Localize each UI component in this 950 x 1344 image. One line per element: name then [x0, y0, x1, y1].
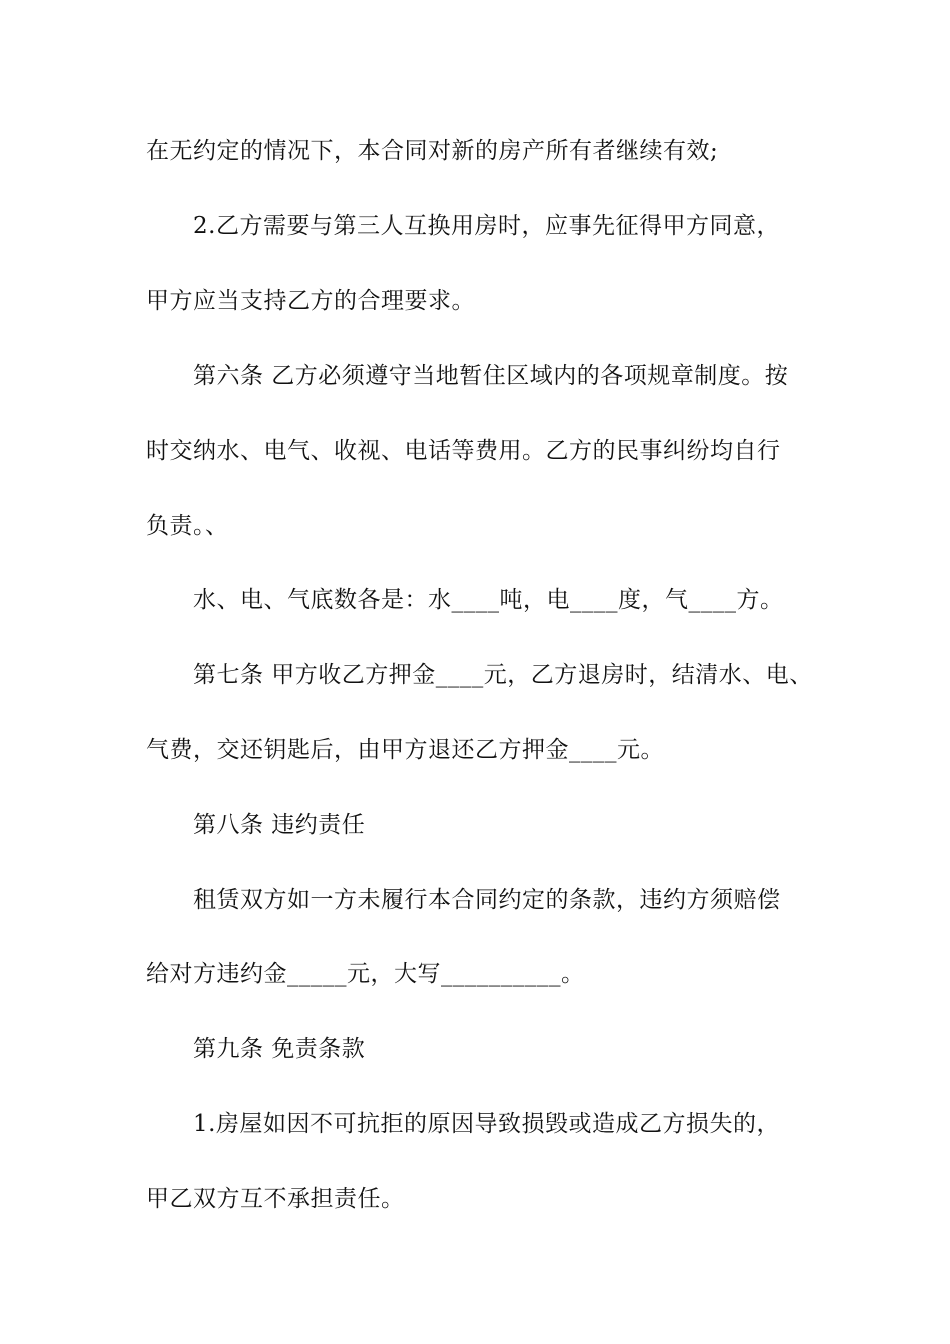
paragraph-line: 在无约定的情况下，本合同对新的房产所有者继续有效;: [146, 138, 719, 164]
article-8-heading: 第八条 违约责任: [193, 812, 366, 838]
article-9-heading: 第九条 免责条款: [193, 1036, 366, 1062]
paragraph-line: 时交纳水、电气、收视、电话等费用。乙方的民事纠纷均自行: [146, 438, 781, 464]
paragraph-line: 给对方违约金_____元，大写__________。: [146, 961, 585, 987]
paragraph-line: 负责。、: [146, 513, 229, 539]
article-7-heading-line: 第七条 甲方收乙方押金____元，乙方退房时，结清水、电、: [193, 662, 813, 688]
paragraph-line: 气费，交还钥匙后，由甲方退还乙方押金____元。: [146, 737, 664, 763]
paragraph-line: 甲方应当支持乙方的合理要求。: [146, 288, 475, 314]
paragraph-line: 1.房屋如因不可抗拒的原因导致损毁或造成乙方损失的，: [193, 1111, 780, 1137]
paragraph-line: 2.乙方需要与第三人互换用房时，应事先征得甲方同意，: [193, 213, 780, 239]
paragraph-line: 租赁双方如一方未履行本合同约定的条款，违约方须赔偿: [193, 887, 781, 913]
article-6-heading-line: 第六条 乙方必须遵守当地暂住区域内的各项规章制度。按: [193, 363, 789, 389]
meter-readings-line: 水、电、气底数各是：水____吨，电____度，气____方。: [193, 587, 784, 613]
paragraph-line: 甲乙双方互不承担责任。: [146, 1186, 405, 1212]
